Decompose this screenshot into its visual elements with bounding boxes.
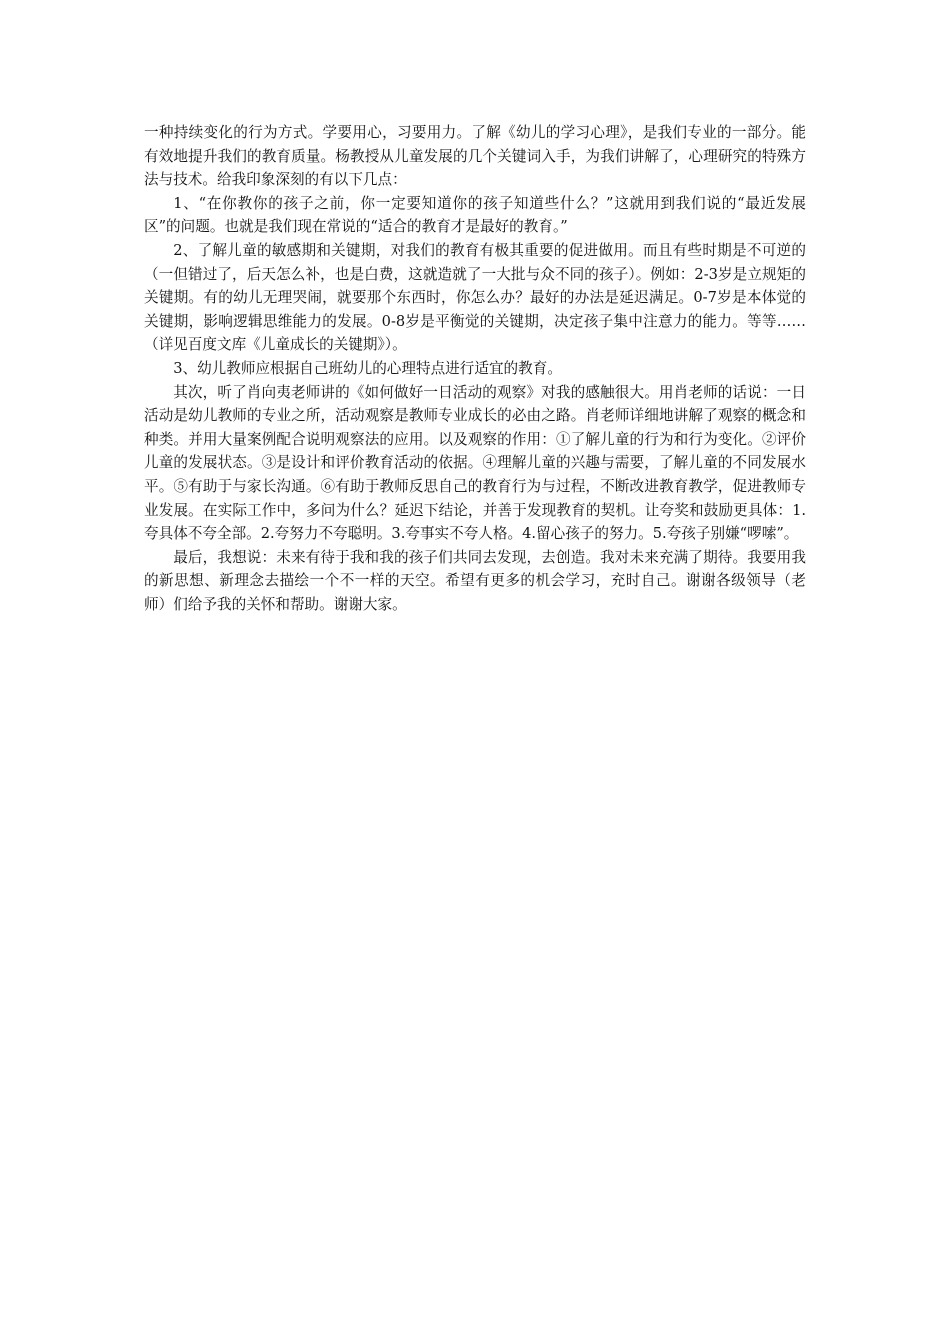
- paragraph-point-3: 3、幼儿教师应根据自己班幼儿的心理特点进行适宜的教育。: [173, 359, 562, 377]
- paragraph-point-1: 1、“在你教你的孩子之前，你一定要知道你的孩子知道些什么？”这就用到我们说的“最近发展区”的问题。也就是我们现在常说的“适合的教育才是最好的教育。”: [144, 194, 806, 236]
- paragraph-continuation: 一种持续变化的行为方式。学要用心，习要用力。了解《幼儿的学习心理》，是我们专业的一部分。能有效地提升我们的教育质量。杨教授从儿童发展的几个关键词入手，为我们讲解了，心理研究的特殊方法与技术。给我印象深刻的有以下几点：: [144, 124, 806, 189]
- paragraph-point-2: 2、了解儿童的敏感期和关键期，对我们的教育有极其重要的促进做用。而且有些时期是不可逆的（一但错过了，后天怎么补，也是白费，这就造就了一大批与众不同的孩子）。例如：2-3岁是立规矩的关键期。有的幼儿无理哭闹，就要那个东西时，你怎么办？最好的办法是延迟满足。0-7岁是本体觉的关键期，影响逻辑思维能力的发展。0-8岁是平衡觉的关键期，决定孩子集中注意力的能力。等等……（详见百度文库《儿童成长的关键期》）。: [144, 241, 806, 354]
- paragraph-secondly: 其次，听了肖向夷老师讲的《如何做好一日活动的观察》对我的感触很大。用肖老师的话说：一日活动是幼儿教师的专业之所，活动观察是教师专业成长的必由之路。肖老师详细地讲解了观察的概念和种类。并用大量案例配合说明观察法的应用。以及观察的作用：①了解儿童的行为和行为变化。②评价儿童的发展状态。③是设计和评价教育活动的依据。④理解儿童的兴趣与需要，了解儿童的不同发展水平。⑤有助于与家长沟通。⑥有助于教师反思自己的教育行为与过程，不断改进教育教学，促进教师专业发展。在实际工作中，多问为什么？延迟下结论，并善于发现教育的契机。让夸奖和鼓励更具体：1.夸具体不夸全部。2.夸努力不夸聪明。3.夸事实不夸人格。4.留心孩子的努力。5.夸孩子别嫌“啰嗦”。: [144, 383, 806, 543]
- paragraph-finally: 最后，我想说：未来有待于我和我的孩子们共同去发现，去创造。我对未来充满了期待。我要用我的新思想、新理念去描绘一个不一样的天空。希望有更多的机会学习，充时自己。谢谢各级领导（老师）们给予我的关怀和帮助。谢谢大家。: [144, 548, 806, 613]
- document-body: [144, 121, 806, 616]
